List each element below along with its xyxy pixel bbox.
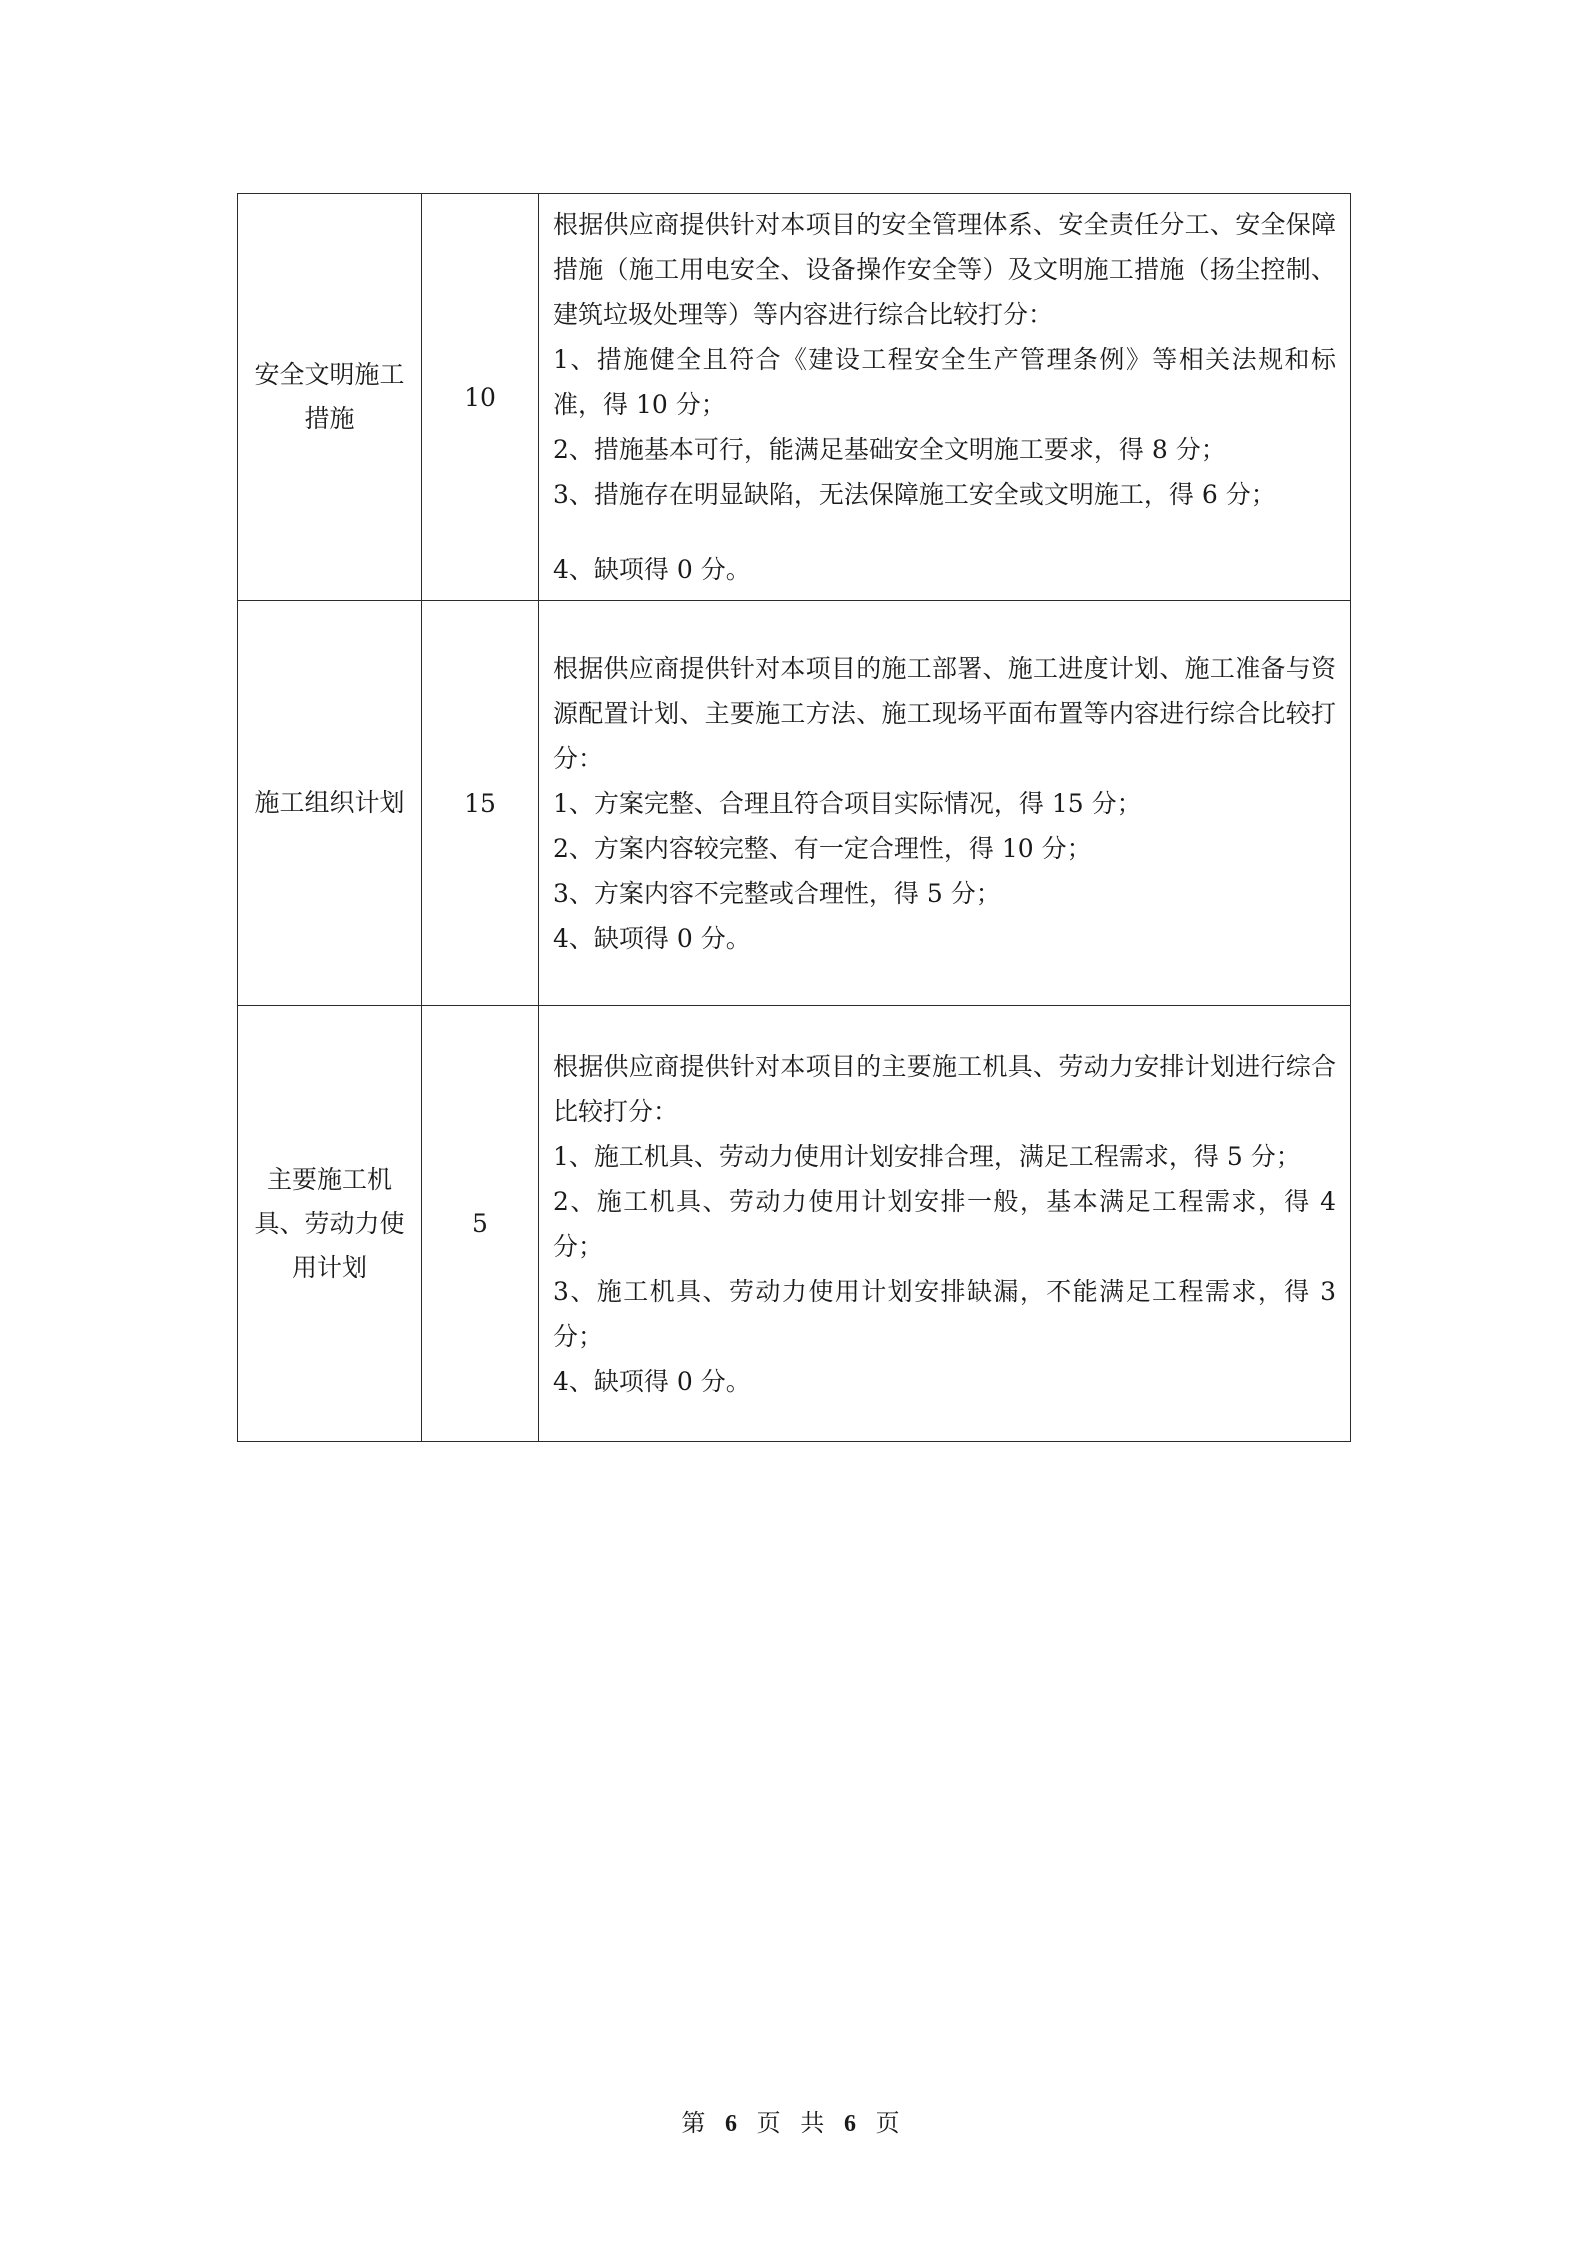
criteria-line: 3、方案内容不完整或合理性，得 5 分； <box>553 878 1001 908</box>
criteria-line: 2、施工机具、劳动力使用计划安排一般，基本满足工程需求，得 4 分； <box>553 1186 1336 1261</box>
current-page-number: 6 <box>725 2111 744 2137</box>
score-cell <box>422 601 539 1006</box>
item-name: 安全文明施工措施 <box>254 360 405 433</box>
criteria-cell <box>539 1006 1351 1442</box>
item-name-cell <box>238 601 422 1006</box>
total-page-number: 6 <box>843 2111 862 2137</box>
page-number-footer <box>0 2103 1587 2138</box>
criteria-line: 2、措施基本可行，能满足基础安全文明施工要求，得 8 分； <box>553 435 1226 464</box>
criteria-cell <box>539 194 1351 601</box>
item-name-cell <box>238 194 422 601</box>
score-cell <box>422 1006 539 1442</box>
item-name: 施工组织计划 <box>254 788 405 817</box>
criteria-line: 3、措施存在明显缺陷，无法保障施工安全或文明施工，得 6 分； <box>553 480 1276 509</box>
criteria-intro: 根据供应商提供针对本项目的安全管理体系、安全责任分工、安全保障措施（施工用电安全、设备操作安全等）及文明施工措施（扬尘控制、建筑垃圾处理等）等内容进行综合比较打分： <box>553 210 1336 329</box>
table-row <box>238 194 1351 601</box>
criteria-line: 1、措施健全且符合《建设工程安全生产管理条例》等相关法规和标准，得 10 分； <box>553 345 1336 419</box>
item-name: 主要施工机具、劳动力使用计划 <box>254 1164 405 1282</box>
scoring-table <box>237 193 1351 1442</box>
footer-middle: 页 共 <box>756 2109 831 2137</box>
score-value: 15 <box>464 788 496 818</box>
criteria-intro: 根据供应商提供针对本项目的主要施工机具、劳动力安排计划进行综合比较打分： <box>553 1051 1336 1126</box>
item-name-cell <box>238 1006 422 1442</box>
score-value: 5 <box>472 1209 488 1238</box>
table-row <box>238 1006 1351 1442</box>
criteria-line: 4、缺项得 0 分。 <box>553 1366 751 1396</box>
criteria-line: 4、缺项得 0 分。 <box>553 923 751 953</box>
score-value: 10 <box>464 382 496 412</box>
criteria-line: 4、缺项得 0 分。 <box>553 555 751 584</box>
score-cell <box>422 194 539 601</box>
criteria-cell <box>539 601 1351 1006</box>
criteria-line: 3、施工机具、劳动力使用计划安排缺漏，不能满足工程需求，得 3 分； <box>553 1276 1336 1351</box>
footer-prefix: 第 <box>681 2109 712 2137</box>
table-row <box>238 601 1351 1006</box>
criteria-line: 1、方案完整、合理且符合项目实际情况，得 15 分； <box>553 788 1142 818</box>
footer-suffix: 页 <box>875 2109 906 2137</box>
criteria-intro: 根据供应商提供针对本项目的施工部署、施工进度计划、施工准备与资源配置计划、主要施工方法、施工现场平面布置等内容进行综合比较打分： <box>553 653 1336 773</box>
criteria-line: 1、施工机具、劳动力使用计划安排合理，满足工程需求，得 5 分； <box>553 1141 1301 1171</box>
criteria-line: 2、方案内容较完整、有一定合理性，得 10 分； <box>553 833 1092 863</box>
